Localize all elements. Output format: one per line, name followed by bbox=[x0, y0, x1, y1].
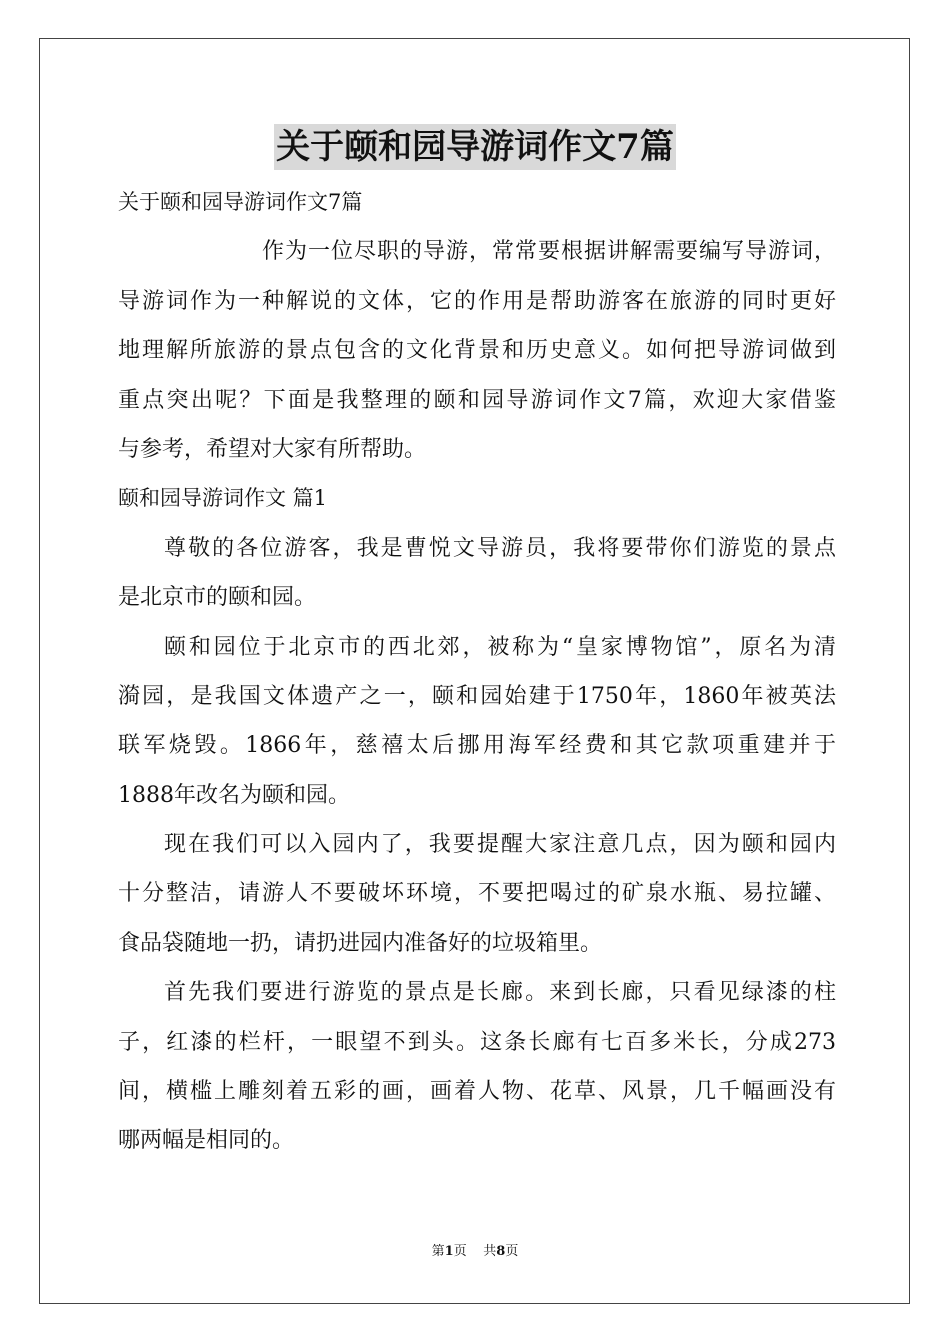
paragraph-4 bbox=[118, 968, 836, 1166]
paragraph-2 bbox=[118, 623, 836, 821]
page-prefix: 第 bbox=[431, 1244, 445, 1259]
paragraph-line: 子，红漆的栏杆，一眼望不到头。这条长廊有七百多米长，分成273 bbox=[118, 1029, 836, 1055]
document-subtitle: 关于颐和园导游词作文7篇 bbox=[118, 190, 363, 214]
intro-line: 地理解所旅游的景点包含的文化背景和历史意义。如何把导游词做到 bbox=[118, 338, 836, 364]
paragraph-1 bbox=[118, 524, 836, 623]
paragraph-line: 1888年改名为颐和园。 bbox=[118, 782, 350, 808]
paragraph-line: 首先我们要进行游览的景点是长廊。来到长廊，只看见绿漆的柱 bbox=[164, 980, 836, 1006]
paragraph-line: 联军烧毁。1866年，慈禧太后挪用海军经费和其它款项重建并于 bbox=[118, 733, 836, 759]
total-suffix: 页 bbox=[505, 1244, 519, 1259]
section-heading: 颐和园导游词作文 篇1 bbox=[118, 486, 328, 511]
intro-line: 导游词作为一种解说的文体，它的作用是帮助游客在旅游的同时更好 bbox=[118, 288, 836, 314]
paragraph-line: 现在我们可以入园内了，我要提醒大家注意几点，因为颐和园内 bbox=[164, 832, 836, 858]
total-pages: 8 bbox=[496, 1244, 506, 1259]
intro-paragraph bbox=[118, 227, 836, 474]
page-number: 1 bbox=[444, 1244, 454, 1259]
paragraph-line: 间，横槛上雕刻着五彩的画，画着人物、花草、风景，几千幅画没有 bbox=[118, 1079, 836, 1105]
intro-line: 作为一位尽职的导游，常常要根据讲解需要编写导游词， bbox=[262, 239, 836, 265]
page-footer bbox=[0, 1243, 950, 1261]
total-prefix: 共 bbox=[483, 1244, 497, 1259]
paragraph-line: 食品袋随地一扔，请扔进园内准备好的垃圾箱里。 bbox=[118, 930, 603, 956]
paragraph-line: 漪园，是我国文体遗产之一，颐和园始建于1750年，1860年被英法 bbox=[118, 683, 836, 709]
title-wrap bbox=[0, 124, 950, 170]
document-title: 关于颐和园导游词作文7篇 bbox=[274, 124, 676, 170]
paragraph-line: 哪两幅是相同的。 bbox=[118, 1128, 295, 1154]
paragraph-line: 十分整洁，请游人不要破坏环境，不要把喝过的矿泉水瓶、易拉罐、 bbox=[118, 881, 836, 907]
paragraph-line: 尊敬的各位游客，我是曹悦文导游员，我将要带你们游览的景点 bbox=[164, 535, 836, 561]
intro-line: 与参考，希望对大家有所帮助。 bbox=[118, 436, 427, 462]
paragraph-line: 颐和园位于北京市的西北郊，被称为“皇家博物馆”，原名为清 bbox=[164, 634, 836, 660]
page-suffix: 页 bbox=[453, 1244, 467, 1259]
intro-line: 重点突出呢？下面是我整理的颐和园导游词作文7篇，欢迎大家借鉴 bbox=[118, 387, 836, 413]
paragraph-3 bbox=[118, 820, 836, 968]
document-body bbox=[118, 178, 836, 1166]
paragraph-line: 是北京市的颐和园。 bbox=[118, 585, 317, 611]
